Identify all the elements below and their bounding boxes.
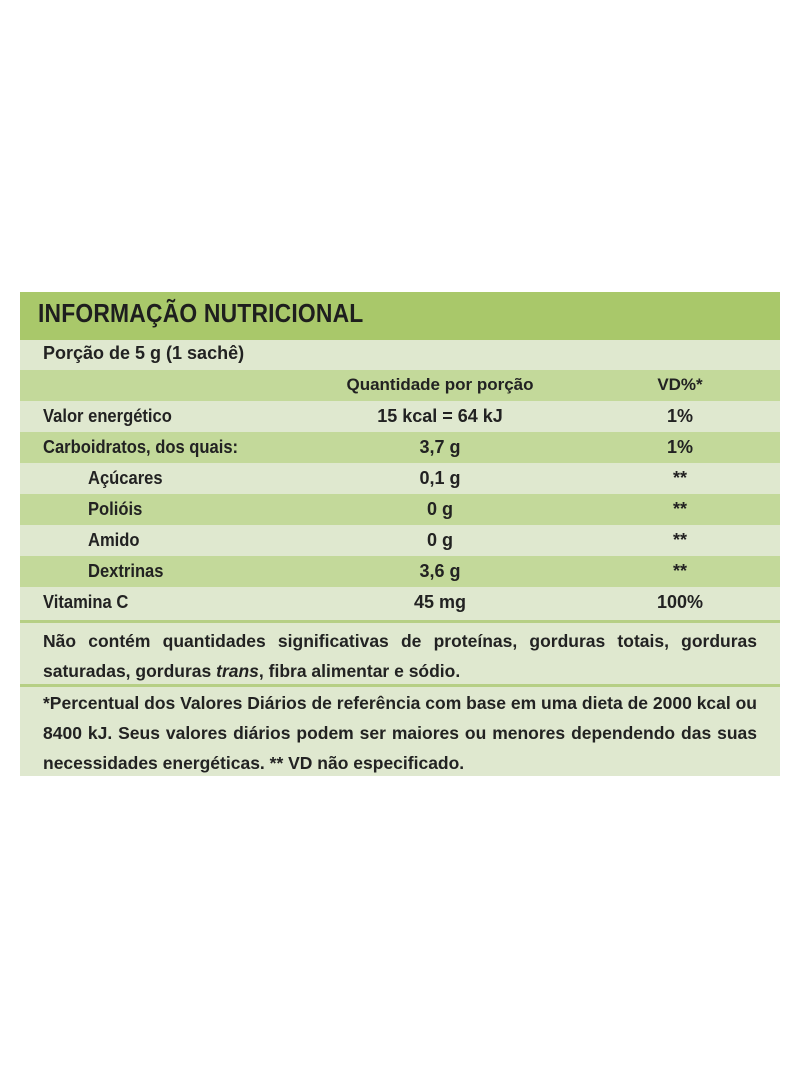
title-bar: [20, 292, 780, 340]
table-row: [20, 587, 780, 618]
table-row: [20, 525, 780, 556]
row-vd: **: [672, 468, 687, 488]
nutrition-facts-panel: [20, 292, 780, 776]
vd-column-header: VD%*: [657, 375, 703, 394]
row-label: Açúcares: [88, 468, 163, 488]
row-vd: **: [672, 561, 687, 581]
row-label: Dextrinas: [88, 561, 164, 581]
row-quantity: 3,6 g: [419, 561, 461, 581]
portion-size: Porção de 5 g (1 sachê): [43, 343, 245, 363]
panel-title: INFORMAÇÃO NUTRICIONAL: [38, 298, 364, 328]
row-quantity: 15 kcal = 64 kJ: [377, 406, 503, 426]
row-quantity: 45 mg: [413, 592, 467, 612]
composition-note-end: , fibra alimentar e sódio.: [258, 661, 461, 681]
composition-note-italic: trans: [216, 661, 259, 681]
quantity-column-header: Quantidade por porção: [346, 375, 534, 394]
row-quantity: 0,1 g: [419, 468, 461, 488]
composition-note-text: Não contém quantidades significativas de proteínas, gorduras totais, gorduras saturadas, gorduras: [43, 631, 757, 681]
section-divider: [20, 684, 780, 687]
row-quantity: 0 g: [426, 530, 453, 550]
row-label: Polióis: [88, 499, 143, 519]
row-vd: 100%: [656, 592, 704, 612]
section-divider: [20, 620, 780, 623]
row-label: Amido: [88, 530, 140, 550]
table-row: [20, 432, 780, 463]
footnote: *Percentual dos Valores Diários de referência com base em uma dieta de 2000 kcal ou 8400 kJ. Seus valores diários podem ser maiores ou menores dependendo das suas necessidades energéticas. ** VD não especificado.: [43, 693, 757, 773]
row-label: Vitamina C: [43, 592, 129, 612]
table-row: [20, 494, 780, 525]
table-header-row: [20, 370, 780, 401]
row-label: Valor energético: [43, 406, 172, 426]
row-quantity: 3,7 g: [419, 437, 461, 457]
row-vd: **: [672, 530, 687, 550]
row-vd: **: [672, 499, 687, 519]
table-row: [20, 401, 780, 432]
row-vd: 1%: [666, 437, 693, 457]
portion-bar: [20, 340, 780, 370]
row-label: Carboidratos, dos quais:: [43, 437, 239, 457]
table-row: [20, 463, 780, 494]
table-row: [20, 556, 780, 587]
row-quantity: 0 g: [426, 499, 453, 519]
composition-note: [43, 626, 757, 686]
row-vd: 1%: [666, 406, 693, 426]
